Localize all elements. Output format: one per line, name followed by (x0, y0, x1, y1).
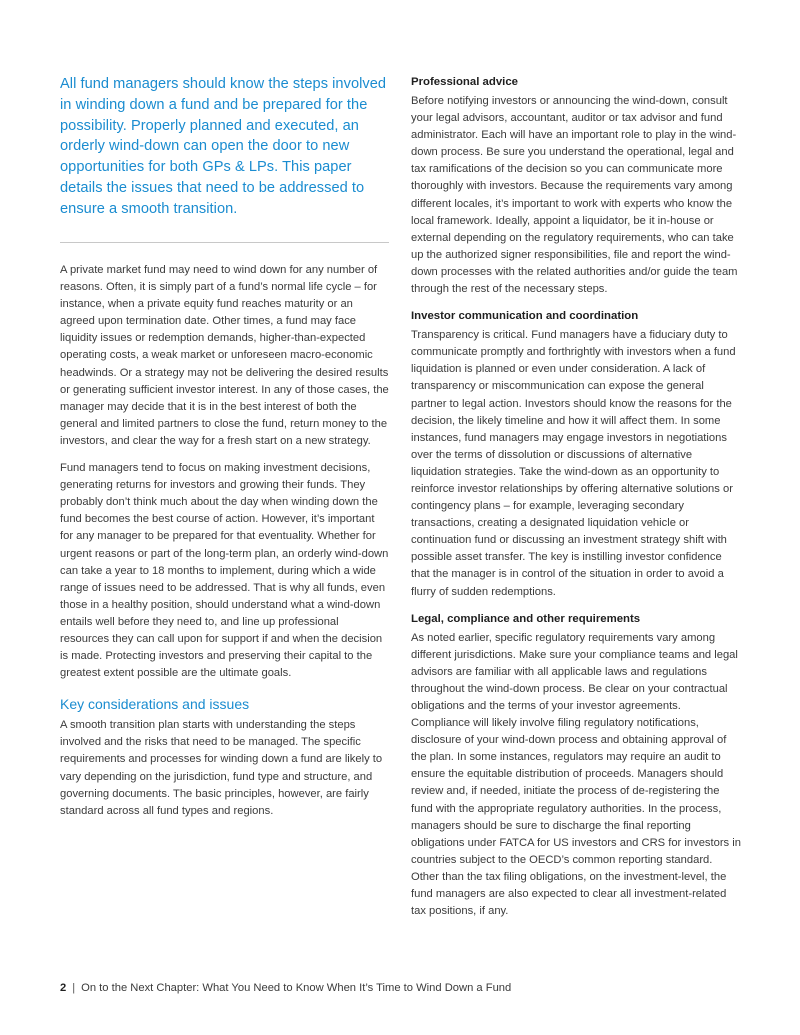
body-paragraph: A private market fund may need to wind down for any number of reasons. Often, it is simply part of a fund’s normal life cycle – for instance, when a private equity fund reaches maturity or an agreed upon termination date. Other times, a fund may face liquidity issues or redemption demands, higher-than-expected operating costs, a weak market or unforeseen macro-economic headwinds. Or a strategy may not be delivering the desired results or generating sufficient investor interest. In any of those cases, the manager may decide that it is in the best interest of both the general and limited partners to close the fund, return money to the investors, and clear the way for a fresh start on a new strategy. (60, 264, 389, 447)
section-heading: Key considerations and issues (60, 696, 250, 713)
body-paragraph: A smooth transition plan starts with understanding the steps involved and the risks that need to be managed. The specific requirements and processes for winding down a fund are likely to vary depending on the jurisdiction, fund type and structure, and governing documents. The basic principles, however, are fairly standard across all fund types and regions. (60, 719, 383, 817)
footer-separator: | (72, 982, 76, 994)
body-paragraph: Fund managers tend to focus on making investment decisions, generating returns for investors and growing their funds. They probably don’t think much about the day when winding down the fund becomes the best course of action. However, it’s important for any manager to be prepared for that eventuality. Whether for urgent reasons or part of the long-term plan, an orderly wind-down can take a year to 18 months to implement, during which a wide range of issues need to be addressed. That is why all funds, even those in a healthy position, should understand what a wind-down entails well before they need to, and line up professional resources they can call upon for support if and when the decision is made. Protecting investors and preserving their capital to the greatest extent possible are the ultimate goals. (60, 462, 389, 680)
subsection-heading: Professional advice (411, 76, 518, 88)
left-column (60, 262, 389, 830)
intro-block (60, 74, 389, 220)
subsection-heading: Investor communication and coordination (411, 310, 639, 323)
page-footer (60, 980, 511, 996)
page-number: 2 (60, 982, 67, 994)
section-investor-communication (411, 308, 741, 601)
body-paragraph: Transparency is critical. Fund managers have a fiduciary duty to communicate promptly and forthrightly with investors when a fund liquidation is planned or even under consideration. A lack of transparency or miscommunication can expose the general partner to legal action. Investors should know the reasons for the decision, the likely timeline and how it will affect them. In some instances, fund managers may engage investors in negotiations over the terms of dissolution or discussions of alternative liquidation strategies. Take the wind-down as an opportunity to reinforce investor relationships by offering alternative solutions or contingency plans – for example, leveraging secondary transactions, creating a designated liquidation vehicle or continuation fund or discussing an investment strategy shift with possible asset transfer. The key is instilling investor confidence that the manager is in control of the situation in order to avoid a flurry of sudden redemptions. (411, 329, 736, 598)
right-column (411, 74, 741, 930)
footer-title: On to the Next Chapter: What You Need to Know When It’s Time to Wind Down a Fund (81, 982, 512, 994)
divider (60, 242, 389, 243)
section-professional-advice (411, 74, 741, 298)
body-paragraph: As noted earlier, specific regulatory requirements vary among different jurisdictions. Make sure your compliance teams and legal advisors are familiar with all applicable laws and regulations throughout the wind-down process. Be clear on your contractual obligations and the terms of your investor agreements. Compliance will likely involve filing regulatory notifications, disclosure of your wind-down process and obtaining approval of the plan. In some instances, regulators may require an audit to ensure the equitable distribution of proceeds. Managers should review and, if needed, initiate the process of de-registering the fund with the appropriate regulatory authorities. In the process, managers should be sure to discharge the final reporting obligations under FATCA for US investors and CRS for investors in countries subject to the OECD’s common reporting standard. Other than the tax filing obligations, on the investment-level, the fund managers are also expected to clear all investment-related tax positions, if any. (411, 631, 741, 918)
subsection-heading: Legal, compliance and other requirements (411, 612, 641, 625)
body-paragraph: Before notifying investors or announcing the wind-down, consult your legal advisors, accountant, auditor or tax advisor and fund administrator. Each will have an important role to play in the wind-down process. Be sure you understand the operational, legal and tax ramifications of the decision so you can communicate more thoroughly with investors. Because the requirements vary among different locales, it’s important to work with experts who know the local framework. Ideally, appoint a liquidator, be it in-house or external depending on the regulatory requirements, who can take up the authorized signer responsibilities, file and report the wind-down processes with the related authorities and/or guide the team through the rest of the necessary steps. (411, 95, 738, 296)
intro-text: All fund managers should know the steps involved in winding down a fund and be prepared for the possibility. Properly planned and executed, an orderly wind-down can open the door to new opportunities for both GPs & LPs. This paper details the issues that need to be addressed to ensure a smooth transition. (60, 76, 387, 217)
section-legal-compliance (411, 611, 741, 921)
